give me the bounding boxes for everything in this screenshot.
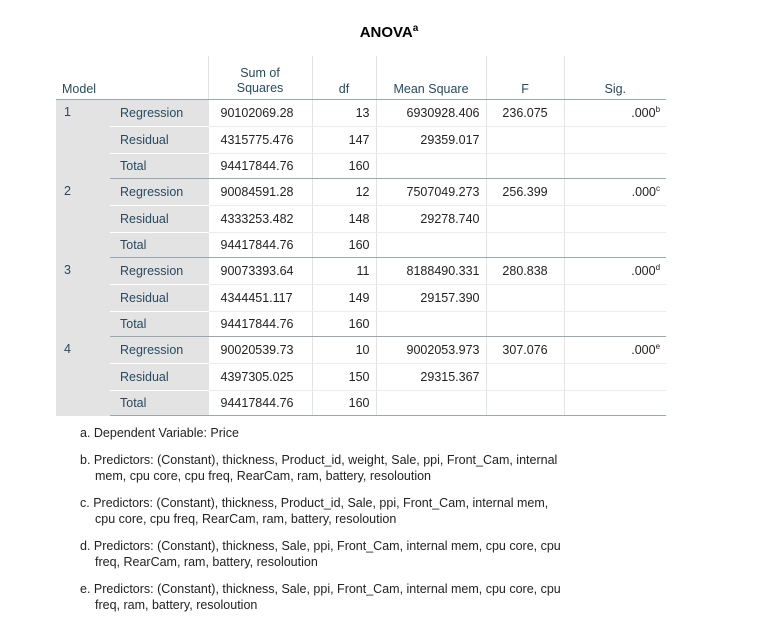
f-value: 256.399 bbox=[486, 179, 564, 206]
footnotes bbox=[80, 425, 680, 624]
header-sum-of-squares bbox=[208, 56, 312, 100]
footnote-line: cpu core, cpu freq, RearCam, ram, battery, resoloution bbox=[95, 512, 397, 526]
table-row bbox=[56, 312, 666, 337]
table-row bbox=[56, 179, 666, 206]
header-mean-square: Mean Square bbox=[376, 56, 486, 100]
table-row bbox=[56, 337, 666, 364]
f-empty bbox=[486, 285, 564, 312]
sum-of-squares-value: 94417844.76 bbox=[208, 154, 312, 179]
sig-value-cell bbox=[564, 258, 666, 285]
row-label-regression: Regression bbox=[110, 100, 208, 127]
row-label-total: Total bbox=[110, 312, 208, 337]
sig-footnote-marker: c bbox=[656, 184, 661, 194]
row-label-residual: Residual bbox=[110, 206, 208, 233]
sig-value-cell bbox=[564, 337, 666, 364]
sig-value-cell bbox=[564, 100, 666, 127]
sig-empty bbox=[564, 391, 666, 416]
table-row bbox=[56, 100, 666, 127]
header-sig: Sig. bbox=[564, 56, 666, 100]
footnote bbox=[80, 425, 680, 441]
row-label-regression: Regression bbox=[110, 337, 208, 364]
mean-square-value: 29315.367 bbox=[376, 364, 486, 391]
table-row bbox=[56, 285, 666, 312]
mean-square-empty bbox=[376, 233, 486, 258]
df-value: 10 bbox=[312, 337, 376, 364]
sum-of-squares-value: 90102069.28 bbox=[208, 100, 312, 127]
df-value: 160 bbox=[312, 391, 376, 416]
footnote-line: a. Dependent Variable: Price bbox=[80, 426, 239, 440]
row-label-total: Total bbox=[110, 154, 208, 179]
sig-value: .000 bbox=[631, 264, 656, 279]
footnote-line: c. Predictors: (Constant), thickness, Product_id, Sale, ppi, Front_Cam, internal mem, bbox=[80, 496, 549, 510]
sum-of-squares-value: 90073393.64 bbox=[208, 258, 312, 285]
table-row bbox=[56, 364, 666, 391]
df-value: 160 bbox=[312, 312, 376, 337]
footnote bbox=[80, 495, 680, 527]
header-sum-of-squares-line2: Squares bbox=[236, 81, 284, 95]
row-label-total: Total bbox=[110, 233, 208, 258]
table-row bbox=[56, 391, 666, 416]
table-row bbox=[56, 206, 666, 233]
footnote-line: e. Predictors: (Constant), thickness, Sale, ppi, Front_Cam, internal mem, cpu core, cpu bbox=[80, 582, 561, 596]
header-model: Model bbox=[56, 56, 208, 100]
f-empty bbox=[486, 233, 564, 258]
f-empty bbox=[486, 364, 564, 391]
mean-square-value: 7507049.273 bbox=[376, 179, 486, 206]
df-value: 12 bbox=[312, 179, 376, 206]
df-value: 147 bbox=[312, 127, 376, 154]
footnote bbox=[80, 581, 680, 613]
sum-of-squares-value: 90020539.73 bbox=[208, 337, 312, 364]
model-number: 2 bbox=[56, 179, 110, 258]
sum-of-squares-value: 90084591.28 bbox=[208, 179, 312, 206]
f-value: 307.076 bbox=[486, 337, 564, 364]
f-empty bbox=[486, 127, 564, 154]
sum-of-squares-value: 4333253.482 bbox=[208, 206, 312, 233]
table-row bbox=[56, 154, 666, 179]
sig-footnote-marker: b bbox=[655, 105, 661, 115]
row-label-residual: Residual bbox=[110, 364, 208, 391]
sum-of-squares-value: 4397305.025 bbox=[208, 364, 312, 391]
anova-table-body bbox=[56, 100, 666, 416]
df-value: 13 bbox=[312, 100, 376, 127]
sig-empty bbox=[564, 154, 666, 179]
f-empty bbox=[486, 206, 564, 233]
footnote-line: b. Predictors: (Constant), thickness, Product_id, weight, Sale, ppi, Front_Cam, internal bbox=[80, 453, 558, 467]
table-row bbox=[56, 127, 666, 154]
df-value: 11 bbox=[312, 258, 376, 285]
sum-of-squares-value: 4315775.476 bbox=[208, 127, 312, 154]
sig-empty bbox=[564, 206, 666, 233]
df-value: 160 bbox=[312, 154, 376, 179]
sig-value-cell bbox=[564, 179, 666, 206]
sig-footnote-marker: e bbox=[655, 342, 661, 352]
f-value: 280.838 bbox=[486, 258, 564, 285]
row-label-regression: Regression bbox=[110, 258, 208, 285]
footnote-line: mem, cpu core, cpu freq, RearCam, ram, battery, resoloution bbox=[95, 469, 432, 483]
header-sum-of-squares-line1: Sum of bbox=[240, 66, 280, 80]
title-text: ANOVA bbox=[359, 24, 413, 41]
table-row bbox=[56, 258, 666, 285]
df-value: 148 bbox=[312, 206, 376, 233]
sig-empty bbox=[564, 233, 666, 258]
sum-of-squares-value: 94417844.76 bbox=[208, 391, 312, 416]
mean-square-value: 6930928.406 bbox=[376, 100, 486, 127]
f-empty bbox=[486, 312, 564, 337]
mean-square-value: 29157.390 bbox=[376, 285, 486, 312]
sig-footnote-marker: d bbox=[655, 263, 661, 273]
row-label-residual: Residual bbox=[110, 285, 208, 312]
f-value: 236.075 bbox=[486, 100, 564, 127]
sig-value: .000 bbox=[631, 106, 656, 121]
f-empty bbox=[486, 391, 564, 416]
sig-empty bbox=[564, 364, 666, 391]
sig-value: .000 bbox=[631, 343, 656, 358]
mean-square-empty bbox=[376, 312, 486, 337]
sum-of-squares-value: 94417844.76 bbox=[208, 233, 312, 258]
row-label-total: Total bbox=[110, 391, 208, 416]
table-row bbox=[56, 233, 666, 258]
footnote-line: freq, ram, battery, resoloution bbox=[95, 598, 258, 612]
mean-square-empty bbox=[376, 391, 486, 416]
mean-square-value: 8188490.331 bbox=[376, 258, 486, 285]
table-title bbox=[0, 23, 778, 41]
model-number: 1 bbox=[56, 100, 110, 179]
model-number: 3 bbox=[56, 258, 110, 337]
mean-square-empty bbox=[376, 154, 486, 179]
title-superscript: a bbox=[412, 23, 419, 34]
mean-square-value: 9002053.973 bbox=[376, 337, 486, 364]
anova-table bbox=[56, 56, 666, 416]
row-label-residual: Residual bbox=[110, 127, 208, 154]
footnote-line: freq, RearCam, ram, battery, resoloution bbox=[95, 555, 318, 569]
sig-empty bbox=[564, 285, 666, 312]
sig-empty bbox=[564, 127, 666, 154]
df-value: 150 bbox=[312, 364, 376, 391]
header-row bbox=[56, 56, 666, 100]
df-value: 160 bbox=[312, 233, 376, 258]
footnote bbox=[80, 538, 680, 570]
header-f: F bbox=[486, 56, 564, 100]
footnote-line: d. Predictors: (Constant), thickness, Sale, ppi, Front_Cam, internal mem, cpu core, cpu bbox=[80, 539, 561, 553]
footnote bbox=[80, 452, 680, 484]
mean-square-value: 29359.017 bbox=[376, 127, 486, 154]
sum-of-squares-value: 94417844.76 bbox=[208, 312, 312, 337]
f-empty bbox=[486, 154, 564, 179]
sum-of-squares-value: 4344451.117 bbox=[208, 285, 312, 312]
sig-value: .000 bbox=[631, 185, 657, 200]
sig-empty bbox=[564, 312, 666, 337]
row-label-regression: Regression bbox=[110, 179, 208, 206]
model-number: 4 bbox=[56, 337, 110, 416]
df-value: 149 bbox=[312, 285, 376, 312]
header-df: df bbox=[312, 56, 376, 100]
mean-square-value: 29278.740 bbox=[376, 206, 486, 233]
